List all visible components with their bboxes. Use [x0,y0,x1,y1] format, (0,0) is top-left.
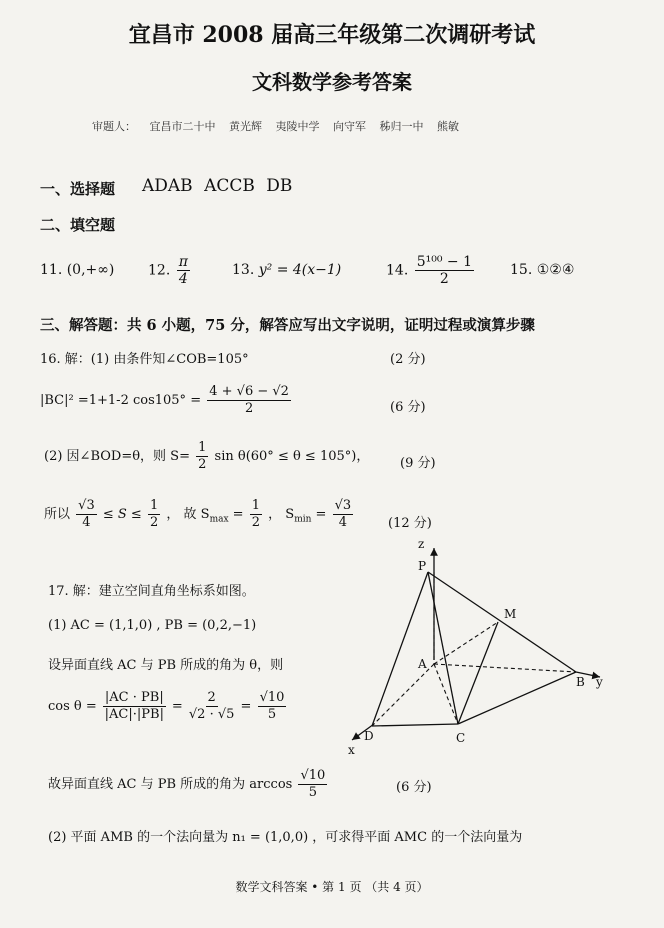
q16-line2-lhs: |BC|² =1+1-2 cos105° = [40,393,202,408]
label-A: A [418,657,427,671]
q17-cos-lhs: cos θ = [48,699,97,714]
q17-line5-num: √10 [300,768,326,783]
page-subtitle: 文科数学参考答案 [252,70,412,94]
q17-score5: (6 分) [396,780,432,795]
q12-answer-den: 4 [178,271,188,287]
q14-number: 14. [386,262,409,279]
q16-line4-a: 所以 [44,507,71,522]
q14-answer-num: 5¹⁰⁰ − 1 [416,254,473,270]
q16-line4-d: = [228,507,244,522]
section-choice-label: 一、选择题 [40,180,116,198]
q14-answer-den: 2 [439,271,449,287]
q16-line3-b: sin θ(60° ≤ θ ≤ 105°)， [214,449,370,464]
label-z: z [418,537,425,551]
q17-line5-a: 故异面直线 AC 与 PB 所成的角为 arccos [48,777,293,792]
q16-line3-a: (2) 因∠BOD=θ，则 S= [44,449,190,464]
q15-answer: ①②④ [536,262,575,278]
q16-line2-den: 2 [244,401,254,416]
q12-answer-num: π [178,254,188,270]
q16-line3-num: 1 [198,440,207,455]
edge-PD [372,572,428,726]
edge-PC [428,572,458,724]
reviewers-line: 审题人： 宜昌市二十中 黄光辉 夷陵中学 向守军 秭归一中 熊敏 [92,120,459,133]
label-x: x [348,743,355,757]
label-C: C [456,731,466,745]
q17-cos-eq1: = [171,699,183,714]
q11-number: 11. [40,262,63,278]
q16-line3-den: 2 [198,457,207,472]
q17-line1: 17. 解：建立空间直角坐标系如图。 [48,584,255,599]
section-solve-label: 三、解答题：共 6 小题，75 分，解答应写出文字说明，证明过程或演算步骤 [40,317,535,334]
q16-l4-f1-num: √3 [78,498,95,513]
q13-number: 13. [232,262,255,278]
q17-line6: (2) 平面 AMB 的一个法向量为 n₁ = (1,0,0) ，可求得平面 AMC 的一个法向量为 [48,830,523,845]
q16-line1: 16. 解：(1) 由条件知∠COB=105° [40,352,249,367]
label-B: B [576,675,585,689]
label-P: P [418,559,427,573]
q15-number: 15. [510,262,533,278]
q17-line5-den: 5 [308,785,318,800]
label-D: D [364,729,374,743]
choice-answers: ADAB ACCB DB [142,176,293,196]
label-y: y [596,675,603,689]
edge-DC [372,724,458,726]
edge-PB [428,572,576,672]
q16-line4-e: ， S [268,507,295,522]
q16-score2: (6 分) [390,400,426,415]
q11-answer: (0,+∞) [66,262,115,278]
q12-number: 12. [148,262,171,279]
q17-cos-f2-num: 2 [207,690,216,705]
edge-AD [372,664,434,726]
q17-cos-f3-num: √10 [259,690,285,705]
q16-line4-c: ， 故 S [166,507,210,522]
q16-score4: (12 分) [388,516,432,531]
page-title: 宜昌市 2008 届高三年级第二次调研考试 [128,22,536,48]
q16-line4-max: max [209,514,229,525]
label-M: M [504,607,517,621]
q13-answer: y² = 4(x−1) [258,262,342,278]
q16-line4-b: ≤ S ≤ [102,507,142,522]
q17-cos-f1-num: |AC · PB| [104,690,164,705]
q16-l4-f2-den: 2 [149,515,159,530]
q17-cos-f3-den: 5 [267,707,277,722]
q16-line4-min: min [294,514,312,525]
section-fill-label: 二、填空题 [40,216,116,234]
q16-l4-f3-num: 1 [251,498,260,513]
q17-line2: (1) AC = (1,1,0) , PB = (0,2,−1) [48,618,257,633]
q16-l4-f4-num: √3 [334,498,352,513]
q16-line4-f: = [311,507,327,522]
page-footer: 数学文科答案 • 第 1 页 （共 4 页） [235,880,429,894]
q16-l4-f1-den: 4 [82,515,91,530]
edge-AC [434,664,458,724]
q16-l4-f3-den: 2 [251,515,260,530]
q17-line3: 设异面直线 AC 与 PB 所成的角为 θ，则 [48,658,284,673]
q16-l4-f2-num: 1 [149,498,159,513]
q17-cos-f2-den: √2 · √5 [188,707,235,722]
q17-cos-f1-den: |AC|·|PB| [104,707,164,722]
edge-AM [434,622,498,664]
q16-score3: (9 分) [400,456,436,471]
edge-AB [434,664,576,672]
q16-l4-f4-den: 4 [338,515,347,530]
q17-cos-eq2: = [240,699,252,714]
q16-line2-num: 4 + √6 − √2 [209,384,289,399]
q16-score1: (2 分) [390,352,426,367]
